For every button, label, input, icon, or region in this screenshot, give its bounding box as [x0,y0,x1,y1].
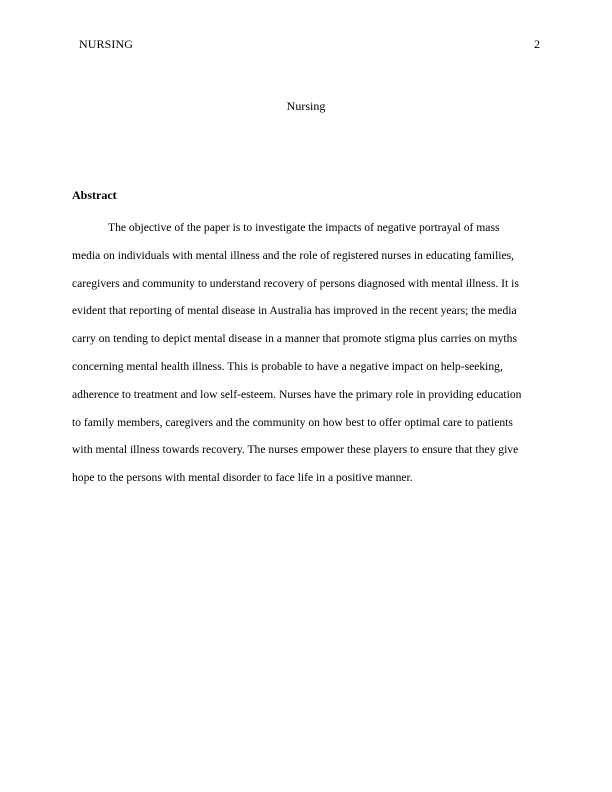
abstract-line: hope to the persons with mental disorder to face life in a positive manner. [72,471,413,485]
abstract-line: adherence to treatment and low self-esteem. Nurses have the primary role in providing education [72,387,522,401]
abstract-line: concerning mental health illness. This is probable to have a negative impact on help-seeking, [72,359,503,373]
abstract-line: caregivers and community to understand recovery of persons diagnosed with mental illness. It is [72,276,519,290]
running-head: NURSING [79,37,134,51]
abstract-line: media on individuals with mental illness and the role of registered nurses in educating families, [72,248,515,262]
abstract-line: The objective of the paper is to investigate the impacts of negative portrayal of mass [108,221,500,234]
abstract-paragraph [72,214,542,492]
page-number: 2 [534,37,540,51]
abstract-line: to family members, caregivers and the community on how best to offer optimal care to patients [72,415,513,429]
abstract-line: evident that reporting of mental disease in Australia has improved in the recent years; the media [72,304,517,318]
document-title: Nursing [286,99,326,113]
abstract-heading: Abstract [72,188,117,202]
abstract-line: with mental illness towards recovery. The nurses empower these players to ensure that they give [72,443,519,457]
abstract-line: carry on tending to depict mental disease in a manner that promote stigma plus carries on myths [72,332,517,346]
